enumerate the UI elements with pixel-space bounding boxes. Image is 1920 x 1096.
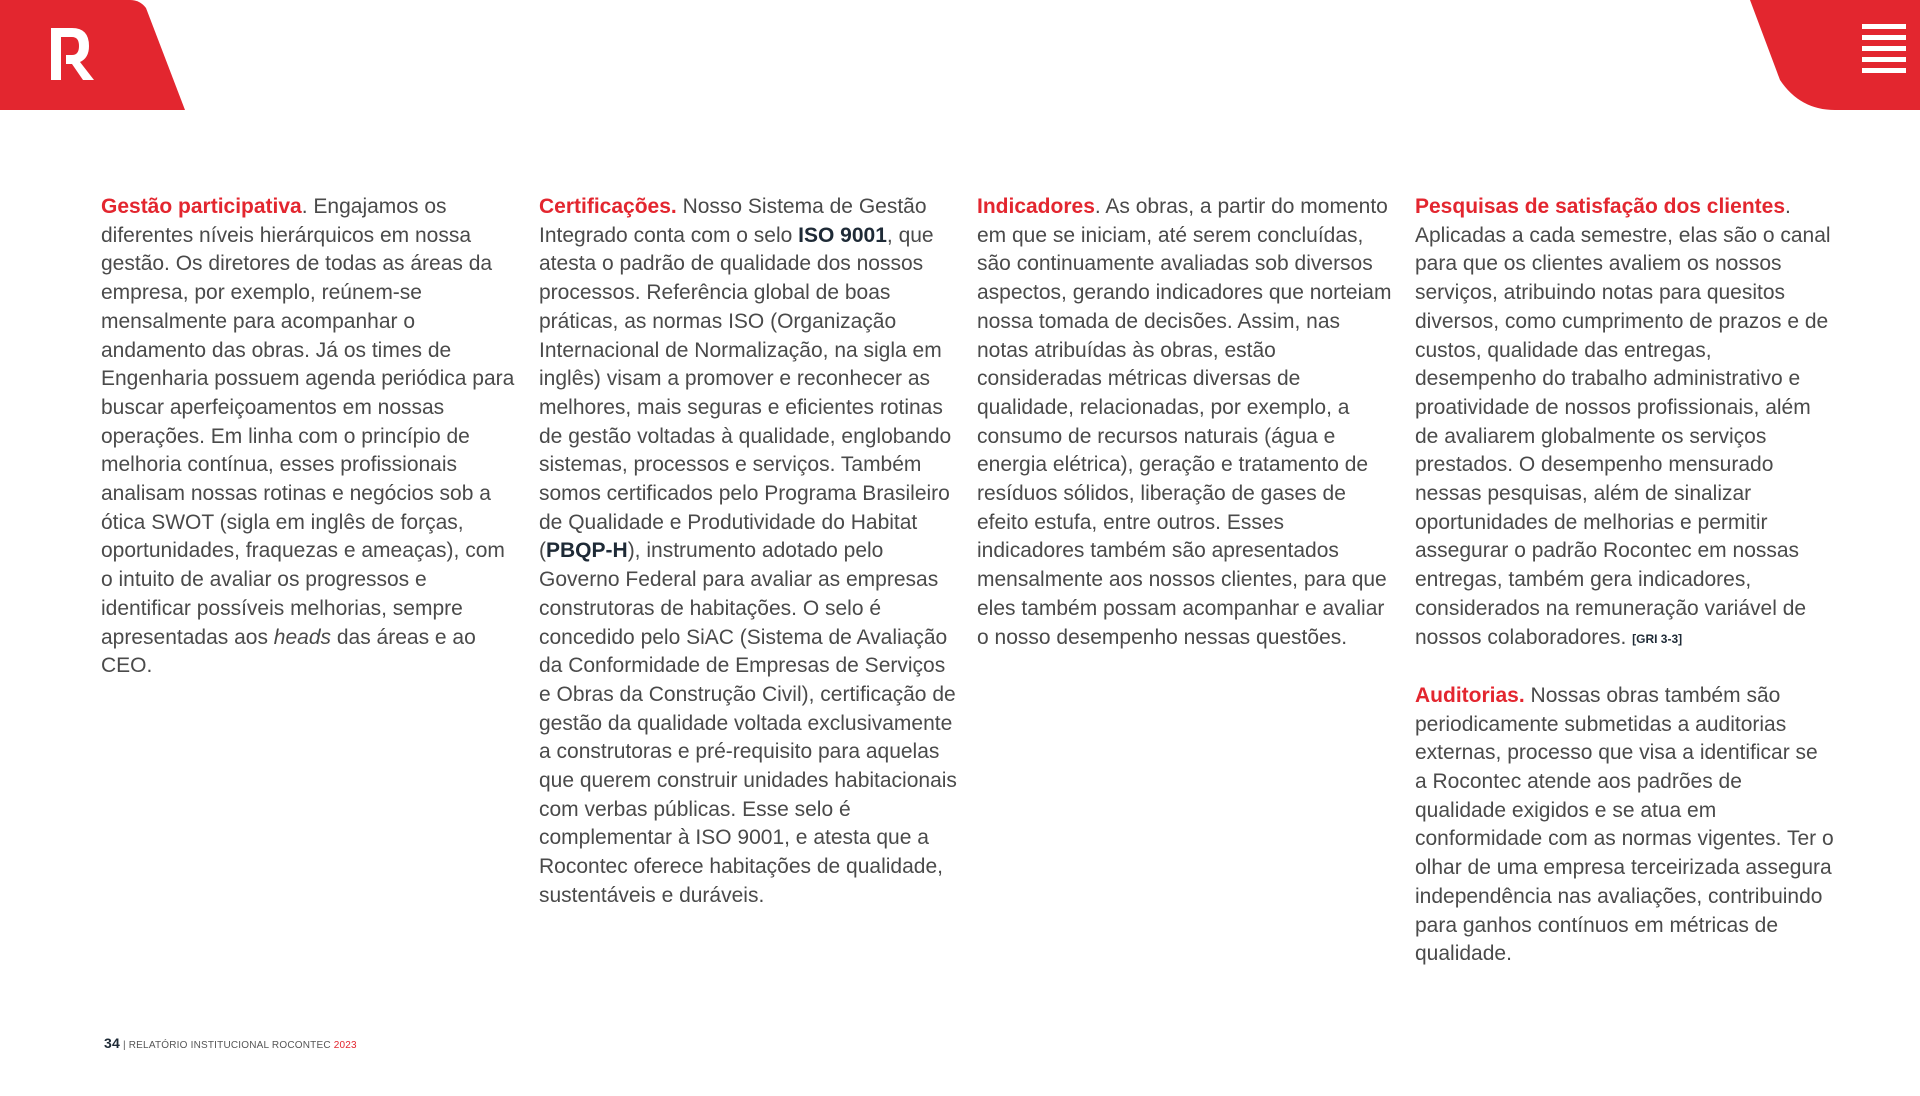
paragraph xyxy=(539,193,959,911)
body-text: ), instrumento adotado pelo Governo Federal para avaliar as empresas construtoras de habitações. O selo é concedido pelo SiAC (Sistema de Avaliação da Conformidade de Empresas de Serviços e Obras da Construção Civil), certificação de gestão da qualidade voltada exclusivamente a construtoras e pré-requisito para aquelas que querem construir unidades habitacionais com verbas públicas. Esse selo é complementar à ISO 9001, e atesta que a Rocontec oferece habitações de qualidade, sustentáveis e duráveis. xyxy=(539,539,957,907)
column-indicadores xyxy=(977,193,1397,652)
iso-9001-label: ISO 9001 xyxy=(798,223,887,247)
body-text: Nossas obras também são periodicamente submetidas a auditorias externas, processo que visa a identificar se a Rocontec atende aos padrões de qualidade exigidos e se atua em conformidade com as normas vigentes. Ter o olhar de uma empresa terceirizada assegura independência nas avaliações, contribuindo para ganhos contínuos em métricas de qualidade. xyxy=(1415,683,1834,966)
section-heading: Indicadores xyxy=(977,195,1095,218)
paragraph xyxy=(1415,193,1835,653)
body-text: . Engajamos os diferentes níveis hierárquicos em nossa gestão. Os diretores de todas as áreas da empresa, por exemplo, reúnem-se mensalmente para acompanhar o andamento das obras. Já os times de Engenharia possuem agenda periódica para buscar aperfeiçoamentos em nossas operações. Em linha com o princípio de melhoria contínua, esses profissionais analisam nossas rotinas e negócios sob a ótica SWOT (sigla em inglês de forças, oportunidades, fraquezas e ameaças), com o intuito de avaliar os progressos e identificar possíveis melhorias, sempre apresentadas aos xyxy=(101,195,515,649)
pbqp-h-label: PBQP-H xyxy=(546,539,628,563)
section-heading: Pesquisas de satisfação dos clientes xyxy=(1415,195,1786,218)
paragraph xyxy=(101,193,521,681)
menu-button[interactable] xyxy=(1750,0,1920,110)
page-footer xyxy=(104,1035,357,1051)
report-year: 2023 xyxy=(333,1040,357,1051)
paragraph xyxy=(1415,682,1835,969)
body-text: . As obras, a partir do momento em que se iniciam, até serem concluídas, são continuamente avaliadas sob diversos aspectos, gerando indicadores que norteiam nossa tomada de decisões. Assim, nas notas atribuídas às obras, estão consideradas métricas diversas de qualidade, relacionadas, por exemplo, a consumo de recursos naturais (água e energia elétrica), geração e tratamento de resíduos sólidos, liberação de gases de efeito estufa, entre outros. Esses indicadores também são apresentados mensalmente aos nossos clientes, para que eles também possam acompanhar e avaliar o nosso desempenho nessas questões. xyxy=(977,195,1392,649)
body-text: , que atesta o padrão de qualidade dos nossos processos. Referência global de boas práticas, as normas ISO (Organização Internacional de Normalização, na sigla em inglês) visam a promover e reconhecer as melhores, mais seguras e eficientes rotinas de gestão voltadas à qualidade, englobando sistemas, processos e serviços. Também somos certificados pelo Programa Brasileiro de Qualidade e Produtividade do Habitat ( xyxy=(539,223,952,563)
section-heading: Gestão participativa xyxy=(101,195,302,218)
footer-separator: | xyxy=(122,1040,126,1051)
logo-tab[interactable] xyxy=(0,0,190,110)
paragraph xyxy=(977,193,1397,652)
body-text: Nosso Sistema de Gestão Integrado conta com o selo xyxy=(539,195,927,247)
report-title: RELATÓRIO INSTITUCIONAL ROCONTEC xyxy=(128,1040,331,1051)
column-gestao-participativa xyxy=(101,193,521,681)
section-heading: Certificações. xyxy=(539,195,677,218)
body-text-end: das áreas e ao CEO. xyxy=(101,625,476,678)
column-pesquisas-auditorias xyxy=(1415,193,1835,969)
section-heading: Auditorias. xyxy=(1415,683,1525,707)
body-text: . Aplicadas a cada semestre, elas são o canal para que os clientes avaliem os nossos serviços, atribuindo notas para quesitos diversos, como cumprimento de prazos e de custos, qualidade das entregas, desempenho do trabalho administrativo e proatividade de nossos profissionais, além de avaliarem globalmente os serviços prestados. O desempenho mensurado nessas pesquisas, além de sinalizar oportunidades de melhorias e permitir assegurar o padrão Rocontec em nossas entregas, também gera indicadores, considerados na remuneração variável de nossos colaboradores. xyxy=(1415,195,1831,649)
gri-reference: [GRI 3-3] xyxy=(1632,631,1683,646)
column-certificacoes xyxy=(539,193,959,911)
page-number: 34 xyxy=(104,1035,120,1051)
italic-term: heads xyxy=(273,625,332,649)
